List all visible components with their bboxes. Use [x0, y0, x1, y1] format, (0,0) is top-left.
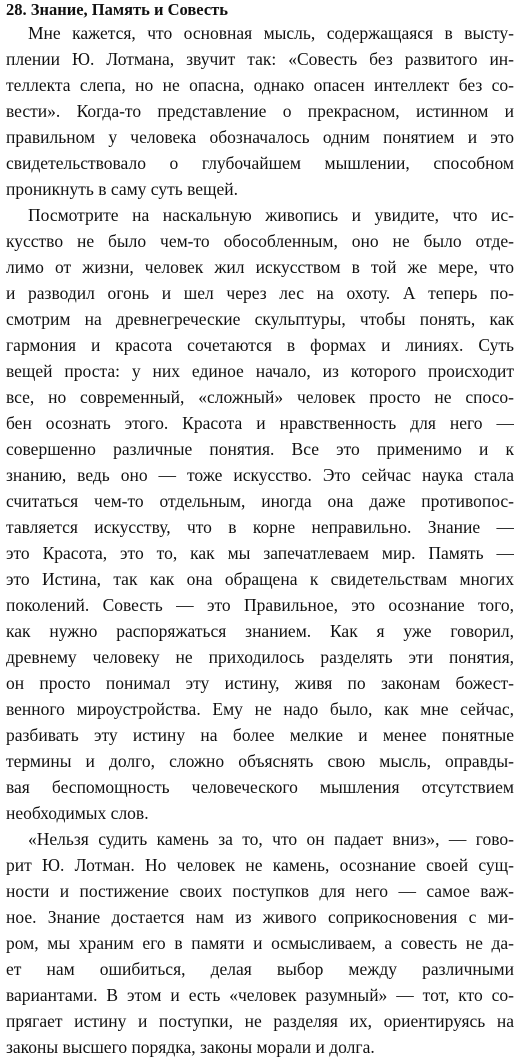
text-line: термины и долго, сложно объяснять свою мысль, оправды-	[6, 751, 514, 771]
text-line: «Нельзя судить камень за то, что он падает вниз», — гово-	[28, 829, 514, 849]
text-line: как нужно распоряжаться знанием. Как я уже говорил,	[6, 621, 514, 641]
text-line: и разводил огонь и шел через лес на охоту. А теперь по-	[6, 283, 514, 303]
document-body	[6, 20, 514, 1060]
text-line: разбивать эту истину на более мелкие и менее понятные	[6, 725, 514, 745]
text-line: гармония и красота сочетаются в формах и линиях. Суть	[6, 335, 514, 355]
text-line: прягает истину и поступки, не разделяя их, ориентируясь на	[6, 1011, 514, 1031]
text-line: это Истина, так как она обращена к свидетельствам многих	[6, 569, 514, 589]
text-line: необходимых слов.	[6, 803, 149, 823]
text-line: считаться чем-то отдельным, иногда она даже противопос-	[6, 491, 514, 511]
text-line: это Красота, это то, как мы запечатлеваем мир. Память —	[6, 543, 514, 563]
text-line: теллекта слепа, но не опасна, однако опасен интеллект без со-	[6, 75, 514, 95]
text-line: рит Ю. Лотман. Но человек не камень, осознание своей сущ-	[6, 855, 514, 875]
text-line: ное. Знание достается нам из живого соприкосновения с ми-	[6, 907, 514, 927]
text-line: тавляется искусству, что в корне неправильно. Знание —	[6, 517, 514, 537]
text-line: ром, мы храним его в памяти и осмысливаем, а совесть не да-	[6, 933, 514, 953]
text-line: вещей проста: у них единое начало, из которого происходит	[6, 361, 514, 381]
paragraph	[6, 20, 514, 202]
text-line: Посмотрите на наскальную живопись и увидите, что ис-	[28, 205, 514, 225]
text-line: вая беспомощность человеческого мышления отсутствием	[6, 777, 514, 797]
text-line: все, но современный, «сложный» человек просто не спосо-	[6, 387, 514, 407]
text-line: венного мироустройства. Ему не надо было, как мне сейчас,	[6, 699, 514, 719]
text-line: совершенно различные понятия. Все это применимо и к	[6, 439, 514, 459]
text-line: поколений. Совесть — это Правильное, это осознание того,	[6, 595, 514, 615]
text-line: правильном у человека обозначалось одним понятием и это	[6, 127, 514, 147]
text-line: ет нам ошибиться, делая выбор между различными	[6, 959, 514, 979]
text-line: смотрим на древнегреческие скульптуры, чтобы понять, как	[6, 309, 514, 329]
text-line: ности и постижение своих поступков для него — самое важ-	[6, 881, 514, 901]
text-line: плении Ю. Лотмана, звучит так: «Совесть без развитого ин-	[6, 49, 514, 69]
text-line: бен осознать этого. Красота и нравственность для него —	[6, 413, 514, 433]
text-line: свидетельствовало о глубочайшем мышлении, способном	[6, 153, 514, 173]
document-title: 28. Знание, Память и Совесть	[6, 0, 228, 19]
text-line: вариантами. В этом и есть «человек разумный» — тот, кто со-	[6, 985, 514, 1005]
text-line: проникнуть в саму суть вещей.	[6, 179, 239, 199]
text-line: лимо от жизни, человек жил искусством в той же мере, что	[6, 257, 514, 277]
paragraph	[6, 826, 514, 1060]
text-line: законы высшего порядка, законы морали и долга.	[6, 1037, 375, 1057]
text-line: знанию, ведь оно — тоже искусство. Это сейчас наука стала	[6, 465, 514, 485]
text-line: древнему человеку не приходилось разделять эти понятия,	[6, 647, 514, 667]
text-line: Мне кажется, что основная мысль, содержащаяся в высту-	[28, 23, 514, 43]
text-line: вести». Когда-то представление о прекрасном, истинном и	[6, 101, 514, 121]
text-line: кусство не было чем-то обособленным, оно не было отде-	[6, 231, 514, 251]
paragraph	[6, 202, 514, 826]
text-line: он просто понимал эту истину, живя по законам божест-	[6, 673, 514, 693]
